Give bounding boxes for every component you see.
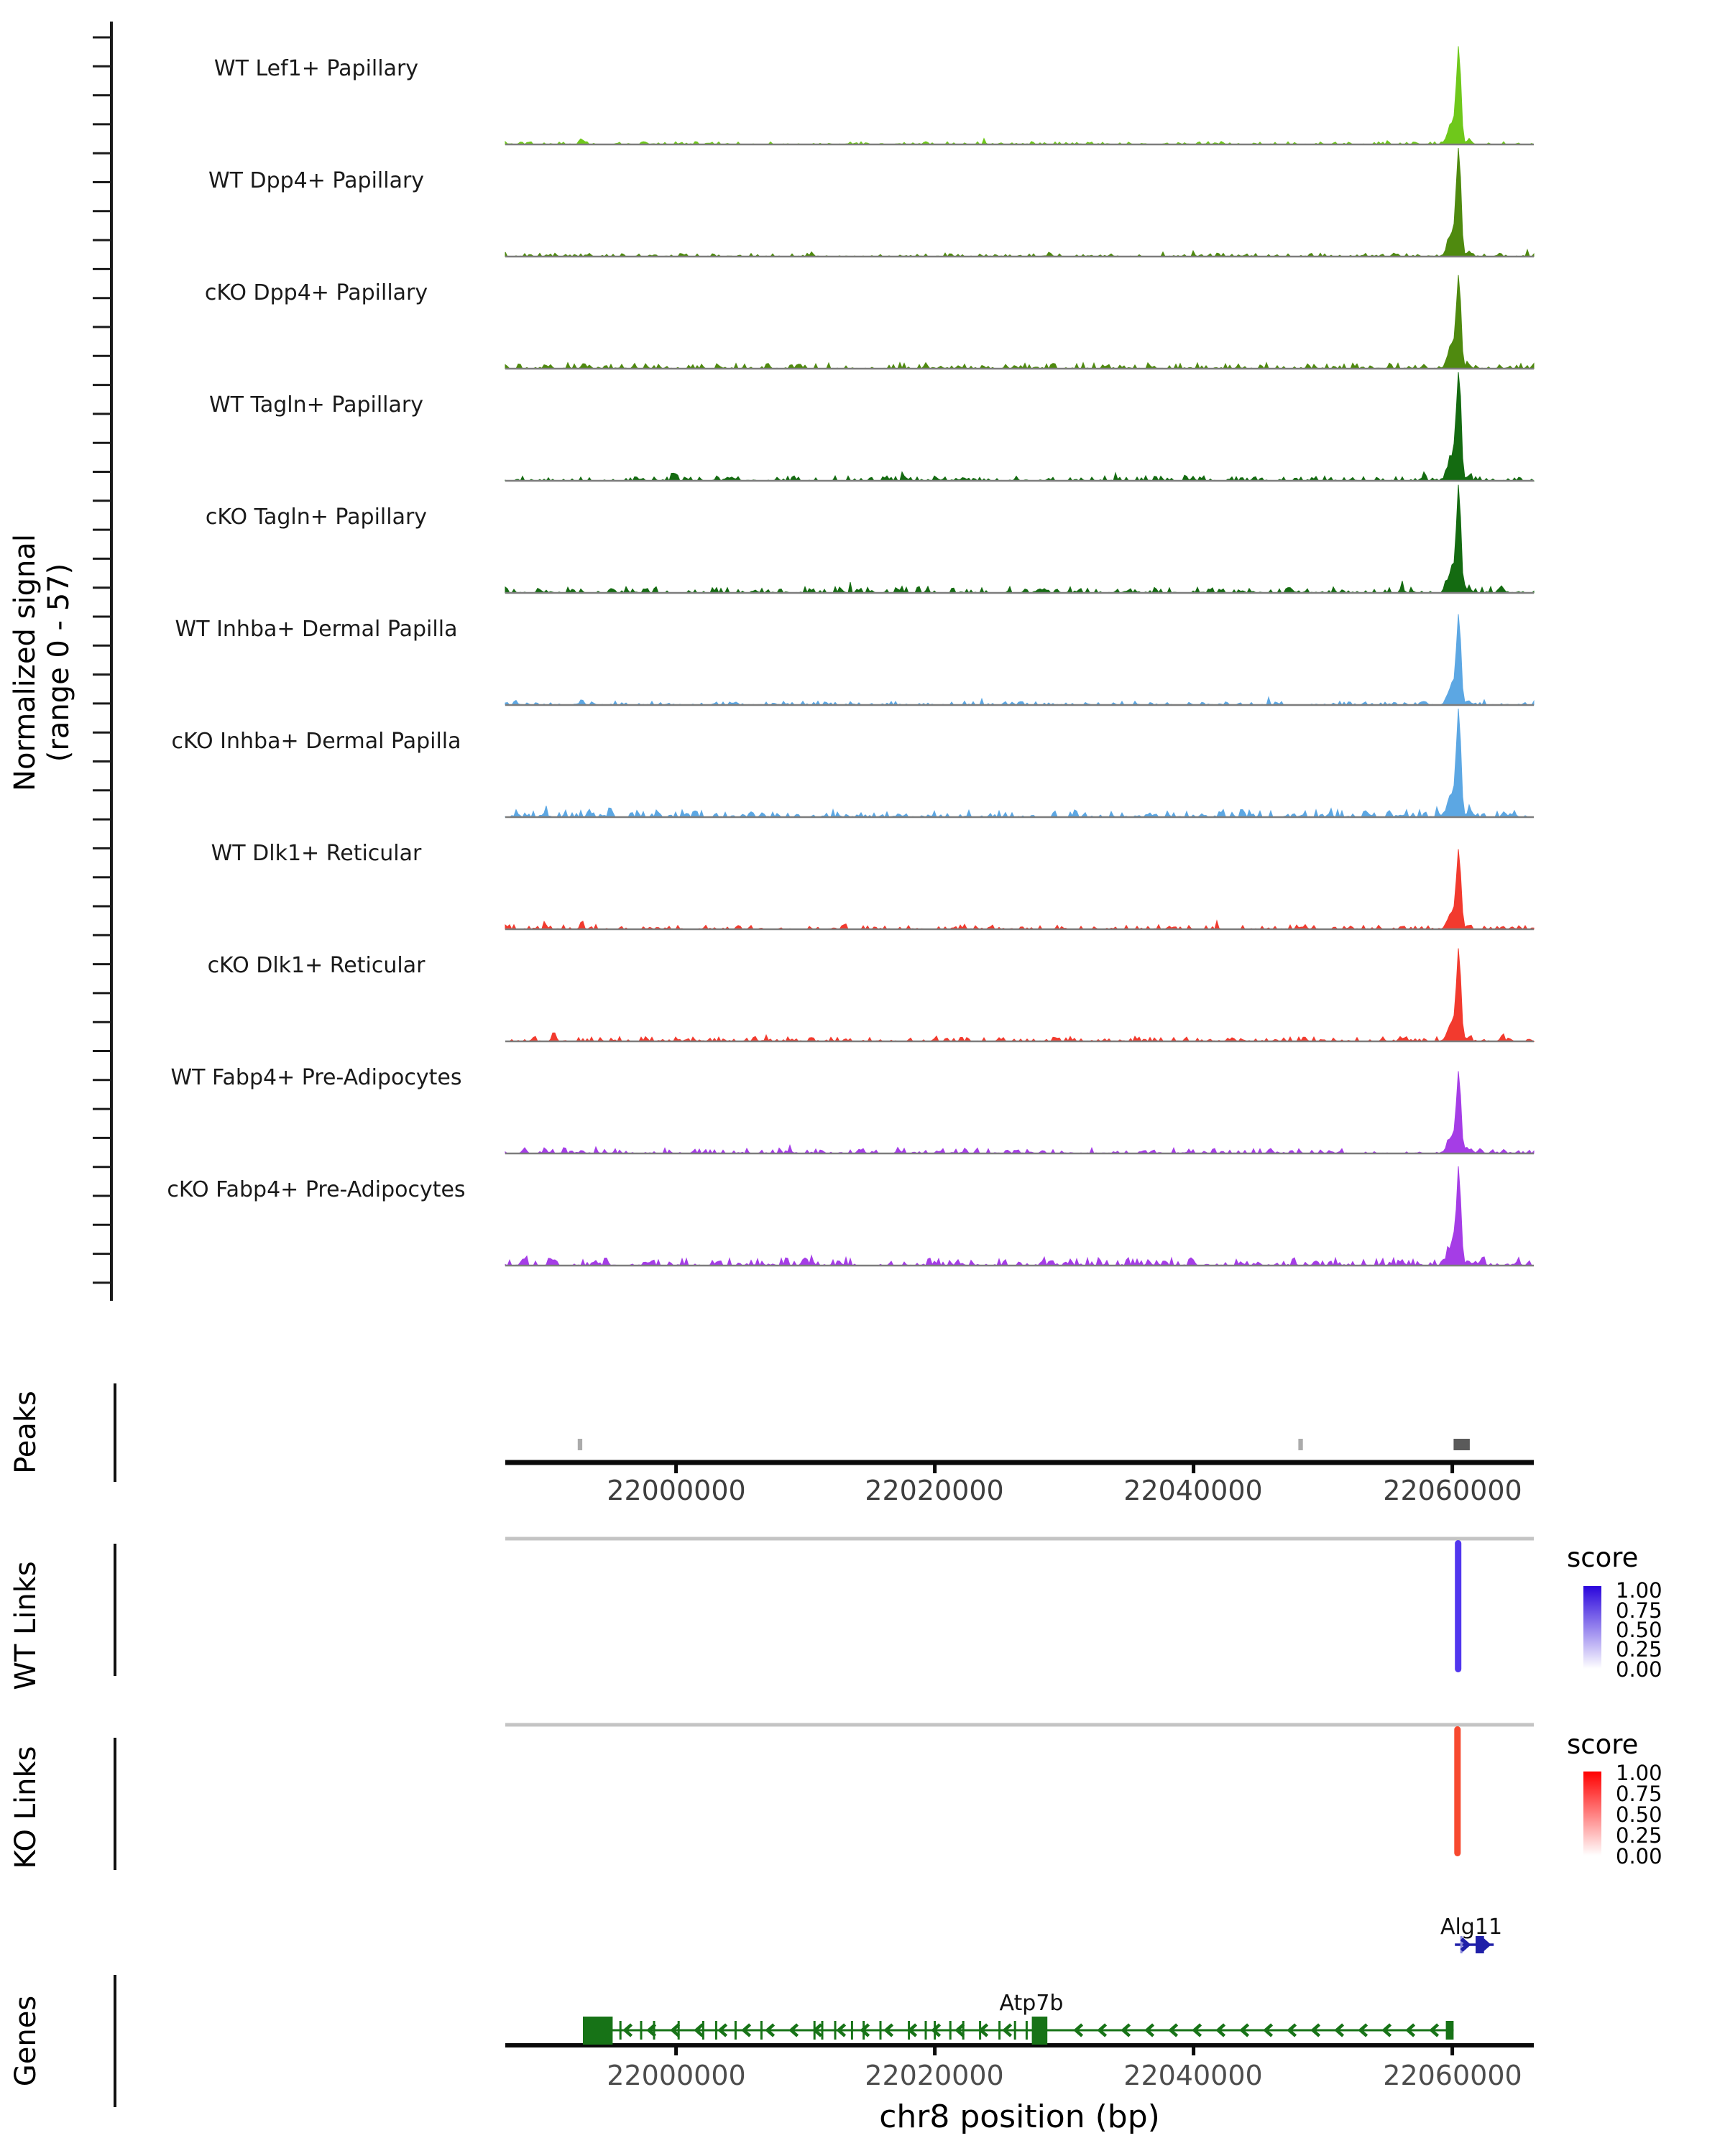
ko-score-tick-label: 1.00	[1616, 1761, 1662, 1785]
track-label: cKO Inhba+ Dermal Papilla	[171, 729, 461, 754]
axis-tick-label: 22000000	[607, 1475, 746, 1506]
ko-score-gradient-bar	[1583, 1772, 1601, 1856]
track-label: WT Tagln+ Papillary	[209, 392, 423, 418]
section-label-peaks: Peaks	[9, 1391, 42, 1474]
signal-area	[505, 709, 1534, 817]
exon-tick	[735, 2021, 737, 2040]
exon-tick	[640, 2021, 643, 2040]
gene-label-alg11: Alg11	[1440, 1915, 1503, 1940]
exon-tick	[822, 2021, 824, 2040]
exon-tick	[949, 2021, 952, 2040]
wt-score-legend-title: score	[1567, 1542, 1639, 1573]
track-label: WT Dpp4+ Papillary	[208, 168, 425, 193]
wt-score-tick-label: 0.25	[1616, 1637, 1662, 1662]
track-label: WT Dlk1+ Reticular	[211, 841, 422, 866]
signal-area	[505, 46, 1534, 144]
exon-tick	[979, 2021, 981, 2040]
wt-score-tick-label: 0.50	[1616, 1618, 1662, 1642]
wt-score-tick-label: 0.75	[1616, 1598, 1662, 1623]
exon-box	[583, 2017, 612, 2045]
exon-tick	[834, 2021, 837, 2040]
wt-score-tick-label: 1.00	[1616, 1578, 1662, 1603]
peak-interval	[1453, 1439, 1470, 1450]
exon-tick	[620, 2021, 622, 2040]
wt-score-tick-label: 0.00	[1616, 1657, 1662, 1682]
axis-tick-label: 22020000	[865, 2060, 1004, 2091]
exon-tick	[1026, 2021, 1028, 2040]
track-label: cKO Dpp4+ Papillary	[204, 280, 428, 305]
axis-tick-label: 22040000	[1123, 1475, 1263, 1506]
exon-tick	[880, 2021, 882, 2040]
section-label-ko-links: KO Links	[9, 1746, 42, 1869]
exon-box	[1446, 2021, 1454, 2040]
exon-tick	[1014, 2021, 1016, 2040]
exon-tick	[851, 2021, 853, 2040]
exon-tick	[715, 2021, 717, 2040]
axis-tick-label: 22020000	[865, 1475, 1004, 1506]
ko-score-tick-label: 0.50	[1616, 1802, 1662, 1827]
ko-score-tick-label: 0.75	[1616, 1782, 1662, 1806]
track-label: WT Lef1+ Papillary	[213, 56, 419, 81]
section-label-genes: Genes	[9, 1995, 42, 2087]
wt-link-arc	[1455, 1540, 1461, 1672]
y-axis-label-line2: (range 0 - 57)	[42, 563, 76, 763]
signal-area	[505, 1166, 1534, 1266]
signal-area	[505, 849, 1534, 929]
ko-score-tick-label: 0.25	[1616, 1823, 1662, 1848]
signal-area	[505, 1072, 1534, 1154]
peak-interval	[1298, 1439, 1302, 1450]
axis-tick-label: 22060000	[1383, 2060, 1522, 2091]
track-label: cKO Fabp4+ Pre-Adipocytes	[167, 1177, 466, 1202]
axis-tick-label: 22060000	[1383, 1475, 1522, 1506]
signal-area	[505, 148, 1534, 257]
gene-label-atp7b: Atp7b	[999, 1991, 1064, 2016]
axis-tick-label: 22000000	[607, 2060, 746, 2091]
exon-tick	[862, 2021, 865, 2040]
exon-tick	[760, 2021, 763, 2040]
signal-area	[505, 485, 1534, 593]
exon-tick	[653, 2021, 656, 2040]
track-label: WT Fabp4+ Pre-Adipocytes	[170, 1065, 462, 1090]
exon-tick	[925, 2021, 927, 2040]
track-label: WT Inhba+ Dermal Papilla	[175, 617, 458, 642]
ko-score-legend-title: score	[1567, 1729, 1639, 1760]
exon-tick	[908, 2021, 910, 2040]
exon-tick	[814, 2021, 816, 2040]
exon-tick	[702, 2021, 704, 2040]
track-label: cKO Dlk1+ Reticular	[207, 953, 426, 978]
section-label-wt-links: WT Links	[9, 1561, 42, 1690]
signal-area	[505, 275, 1534, 369]
peak-interval	[578, 1439, 582, 1450]
ko-score-tick-label: 0.00	[1616, 1844, 1662, 1869]
ko-link-arc	[1454, 1726, 1460, 1856]
exon-tick	[962, 2021, 965, 2040]
track-label: cKO Tagln+ Papillary	[205, 505, 428, 530]
exon-box	[1032, 2017, 1048, 2045]
x-axis-title: chr8 position (bp)	[879, 2099, 1160, 2135]
signal-area	[505, 372, 1534, 481]
signal-area	[505, 614, 1534, 705]
y-axis-label	[9, 303, 78, 1022]
wt-score-gradient-bar	[1583, 1586, 1601, 1669]
exon-tick	[998, 2021, 1000, 2040]
exon-tick	[934, 2021, 936, 2040]
y-axis-label-line1: Normalized signal	[9, 534, 42, 791]
axis-tick-label: 22040000	[1123, 2060, 1263, 2091]
exon-tick	[678, 2021, 680, 2040]
signal-area	[505, 949, 1534, 1041]
